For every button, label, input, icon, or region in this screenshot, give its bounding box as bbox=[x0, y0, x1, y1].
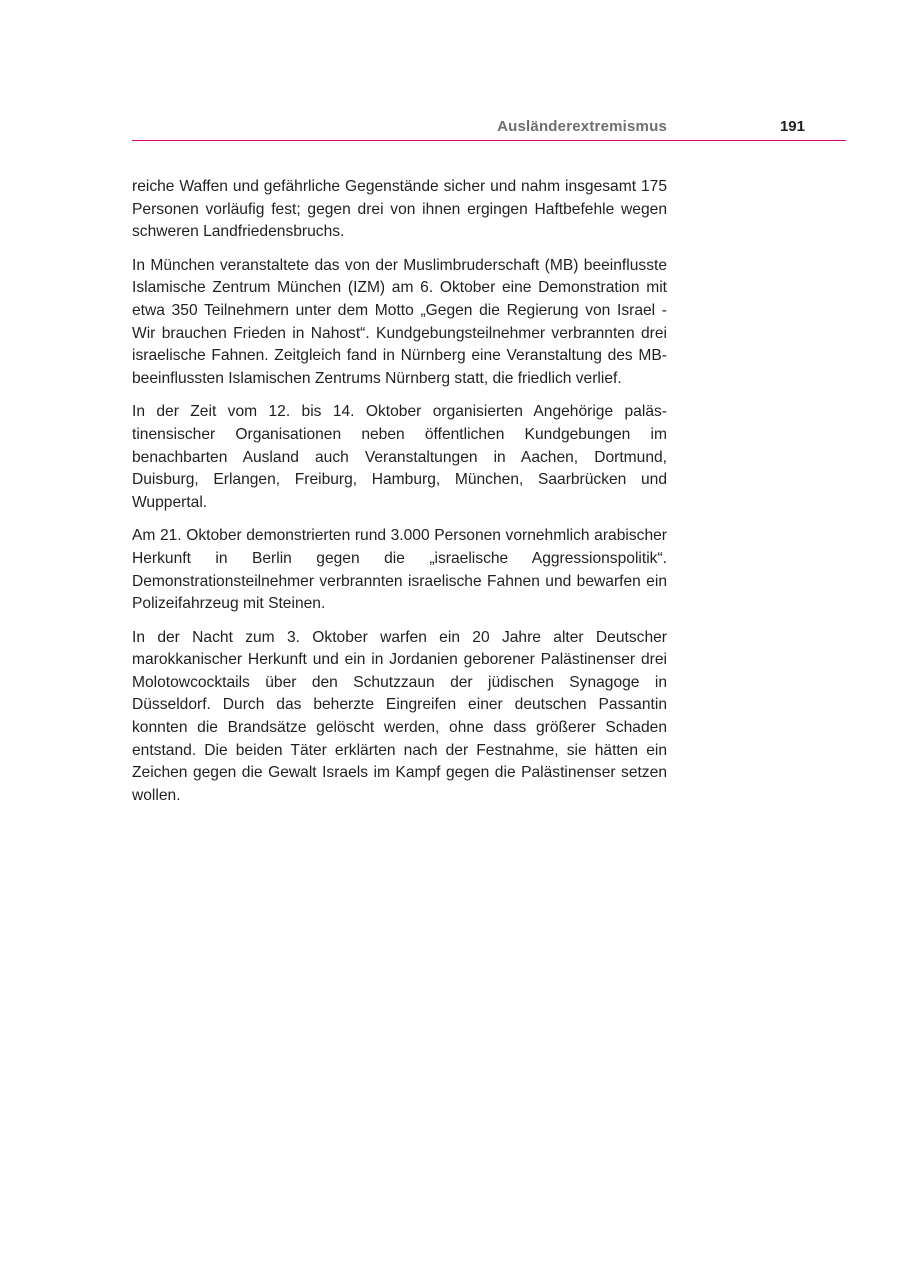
running-header bbox=[132, 118, 846, 140]
paragraph: In München veranstaltete das von der Muslimbruderschaft (MB) beeinflusste Islamische Zentrum München (IZM) am 6. Oktober eine Demonstration mit etwa 350 Teilnehmern unter dem Motto „Gegen die Regierung von Israel - Wir brauchen Frieden in Nahost“. Kundgebungsteilnehmer verbrannten drei israelische Fahnen. Zeitgleich fand in Nürnberg eine Veranstaltung des MB-beeinflussten Islamischen Zentrums Nürnberg statt, die friedlich verlief. bbox=[132, 256, 667, 387]
page-number: 191 bbox=[779, 118, 805, 135]
header-rule bbox=[132, 140, 846, 141]
paragraph: In der Nacht zum 3. Oktober warfen ein 20 Jahre alter Deutscher marokkanischer Herkunft und ein in Jordanien geborener Palästinenser drei Molotowcocktails über den Schutzzaun der jüdischen Synagoge in Düsseldorf. Durch das beherzte Eingreifen einer deutschen Passantin konnten die Brandsätze gelöscht werden, ohne dass größerer Schaden entstand. Die beiden Täter erklärten nach der Festnahme, sie hätten ein Zeichen gegen die Gewalt Israels im Kampf gegen die Palästinenser setzen wollen. bbox=[132, 628, 667, 804]
paragraph: Am 21. Oktober demonstrierten rund 3.000 Personen vornehmlich arabischer Herkunft in Berlin gegen die „israelische Aggressionspolitik“. Demonstrationsteilnehmer verbrannten israelische Fahnen und bewarfen ein Polizeifahrzeug mit Steinen. bbox=[132, 527, 667, 613]
paragraph: reiche Waffen und gefährliche Gegenstände sicher und nahm insgesamt 175 Personen vorläufig fest; gegen drei von ihnen ergingen Haftbefehle wegen schweren Landfriedensbruchs. bbox=[132, 178, 667, 241]
paragraph: In der Zeit vom 12. bis 14. Oktober organisierten Angehörige palästinensischer Organisationen neben öffentlichen Kundgebungen im benachbarten Ausland auch Veranstaltungen in Aachen, Dortmund, Duisburg, Erlangen, Freiburg, Hamburg, München, Saarbrücken und Wuppertal. bbox=[132, 403, 667, 511]
section-title: Ausländerextremismus bbox=[497, 118, 667, 135]
body-text bbox=[132, 176, 667, 818]
